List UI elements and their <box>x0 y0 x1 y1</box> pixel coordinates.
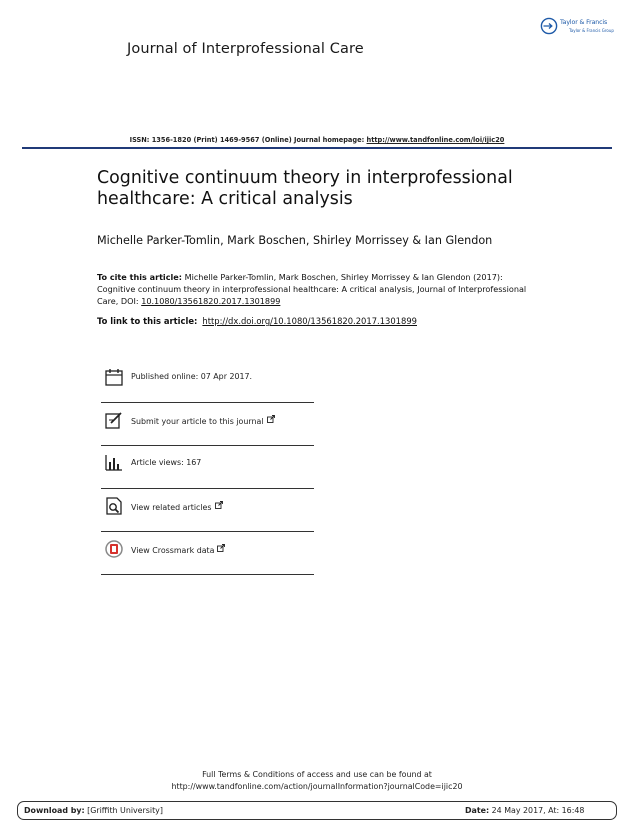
publisher-logo[interactable] <box>540 17 614 39</box>
info-row-crossmark[interactable] <box>101 532 314 575</box>
related-articles-label: View related articles <box>131 503 212 512</box>
download-by <box>24 806 163 815</box>
download-info-box <box>17 801 617 820</box>
publisher-logo-icon <box>540 17 558 35</box>
article-views: Article views: 167 <box>131 458 202 467</box>
edit-icon <box>104 410 124 430</box>
external-link-icon <box>215 501 223 509</box>
related-search-icon <box>104 496 124 516</box>
date-label: Date: <box>465 806 490 815</box>
info-row-related[interactable] <box>101 489 314 532</box>
crossmark-icon <box>104 539 124 559</box>
issn-text: ISSN: 1356-1820 (Print) 1469-9567 (Online) Journal homepage: <box>129 136 367 144</box>
bar-chart-icon <box>104 453 124 473</box>
external-link-icon <box>217 544 225 552</box>
article-title: Cognitive continuum theory in interprofessional healthcare: A critical analysis <box>97 168 513 209</box>
download-date <box>465 806 584 815</box>
info-row-views <box>101 446 314 489</box>
footer-terms <box>0 769 634 792</box>
header-divider <box>22 147 612 149</box>
link-label: To link to this article: <box>97 316 198 326</box>
crossmark-label: View Crossmark data <box>131 546 215 555</box>
crossmark-link[interactable] <box>131 544 225 555</box>
publisher-tagline: Taylor & Francis Group <box>569 28 614 33</box>
issn-line <box>0 136 634 144</box>
journal-title: Journal of Interprofessional Care <box>127 41 364 57</box>
terms-line-1: Full Terms & Conditions of access and use can be found at <box>202 770 432 779</box>
calendar-icon <box>104 367 124 387</box>
article-url-link[interactable]: http://dx.doi.org/10.1080/13561820.2017.1301899 <box>202 316 417 326</box>
download-value: [Griffith University] <box>84 806 163 815</box>
terms-url-link[interactable]: http://www.tandfonline.com/action/journalInformation?journalCode=ijic20 <box>171 781 463 791</box>
download-label: Download by: <box>24 806 85 815</box>
submit-article-link[interactable] <box>131 415 275 426</box>
info-row-submit[interactable] <box>101 403 314 446</box>
article-link-line <box>97 316 417 326</box>
info-row-published <box>101 360 314 403</box>
external-link-icon <box>267 415 275 423</box>
publisher-name: Taylor & Francis <box>560 19 608 26</box>
doi-link[interactable]: 10.1080/13561820.2017.1301899 <box>141 296 281 307</box>
published-date: Published online: 07 Apr 2017. <box>131 372 253 381</box>
related-articles-link[interactable] <box>131 501 223 512</box>
submit-article-label: Submit your article to this journal <box>131 417 264 426</box>
cite-label: To cite this article: <box>97 272 183 282</box>
date-value: 24 May 2017, At: 16:48 <box>489 806 585 815</box>
article-authors: Michelle Parker-Tomlin, Mark Boschen, Shirley Morrissey & Ian Glendon <box>97 234 493 247</box>
citation-block <box>97 271 537 308</box>
cite-text: Michelle Parker-Tomlin, Mark Boschen, Shirley Morrissey & Ian Glendon (2017): Cognitive continuum theory in interprofessional healthcare: A critical analysis, Journal of Interprofessional Care, DOI: <box>97 272 527 307</box>
article-info-list <box>101 360 314 575</box>
journal-homepage-link[interactable]: http://www.tandfonline.com/loi/ijic20 <box>366 136 505 144</box>
